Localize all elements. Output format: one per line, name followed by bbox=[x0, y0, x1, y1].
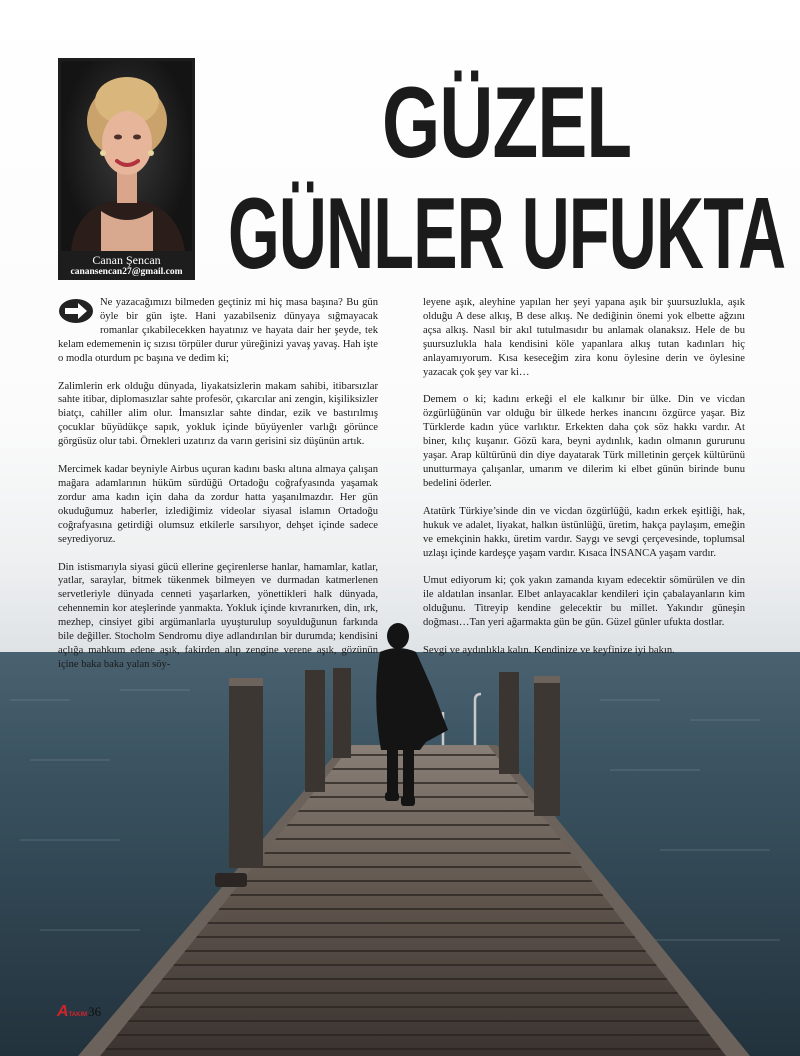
paragraph: Atatürk Türkiye’sinde din ve vicdan özgürlüğü, kadın erkek eşitliği, hak, hukuk ve adalet, liyakat, halkın üstünlüğü, üretim, hakça paylaşım, emeğin ve emekçinin hakkı, üretim vardır. Saygı ve sevgi çerçevesinde, toplumsal uzlaşı içinde kardeşçe yaşam vardır. Kısaca İNSANCA yaşam vardır. bbox=[423, 505, 745, 559]
author-name: Canan Şencan bbox=[92, 253, 161, 267]
paragraph: Zalimlerin erk olduğu dünyada, liyakatsizlerin makam sahibi, itibarsızlar sahte itibar, diplomasızlar sahte profesör, çıkarcılar ani zengin, kişiliksizler biatçı, cahiller alim olur. İmansızlar sahte dindar, ezik ve bastırılmış çocuklar büyüdükçe sapık, yokluk içinde büyüyenler varlığı görünce görgüsüz olur tabi. Örnekleri uzatırız da varın gerisini siz düşünün artık. bbox=[58, 380, 378, 448]
author-photo bbox=[61, 61, 192, 251]
paragraph: Demem o ki; kadını erkeği el ele kalkınır bir ülke. Din ve vicdan özgürlüğünün var olduğu bir ülkede herkes inancını özgürce yaşar. Biz Türklerde kadın yüce varlıktır. Erkekten daha çok söz hakkı vardır. At biner, kılıç kuşanır. Gözü kara, beyni aydınlık, kadın olmanın gururunu yaşar. Arap kültürünü din diye dayatarak Türk milletinin gerçek kültürünü unutturmaya çalışanlar, umarım ve dilerim ki elbet günün birinde bunu bedelini öderler. bbox=[423, 394, 745, 489]
magazine-logo-letter: A bbox=[57, 1003, 69, 1020]
paragraph: Mercimek kadar beyniyle Airbus uçuran kadını baskı altına almaya çalışan mağara adamlarının hüküm sürdüğü Ortadoğu coğrafyasında yaşamak zordur ama kadın için daha da zordur hatta yaşanılmazdır. Her gün okuduğumuz haberler, izlediğimiz videolar siyasal islamın Ortadoğu coğrafyasına getirdiği olumsuz etkilerle sarsılıyor, dehşet içinde sadece seyrediyoruz. bbox=[58, 464, 378, 545]
magazine-logo-text: TAKIM bbox=[68, 1012, 88, 1018]
author-email[interactable]: canansencan27@gmail.com bbox=[70, 267, 183, 277]
arrow-right-icon bbox=[58, 298, 94, 324]
page-footer bbox=[57, 1003, 101, 1021]
paragraph bbox=[58, 296, 378, 366]
article-column-left bbox=[58, 296, 378, 686]
paragraph: Din istismarıyla siyasi gücü ellerine geçirenlerse hanlar, hamamlar, katlar, yatlar, saraylar, bitmek tükenmek bilmeyen ve durmadan katmerlenen servetleriyle dünyada cenneti yaşarlarken, yönettikleri halk dünyada, cehennemin kor ateşlerinde yanmakta. Yokluk içinde kıvranırken, din, ırk, mezhep, cinsiyet gibi argümanlarla uyuşturulup soyulduğunun farkında bile değiller. Stocholm Sendromu diye adlandırılan bir durumda; kendisini açlığa mahkum edene aşık, fakirden alıp zengine verene aşık, gözünün içine baka baka yalan söy- bbox=[58, 561, 378, 670]
paragraph: Sevgi ve aydınlıkla kalın. Kendinize ve keyfinize iyi bakın. bbox=[423, 645, 675, 657]
paragraph: leyene aşık, aleyhine yapılan her şeyi yapana aşık bir şuursuzlukla, aşık olduğu A dese alkış, B dese alkış. Ne dediğinin önemi yok elbette ağzını açsa alkış. Nasıl bir akıl tutulmasıdır bu anlamak olanaksız. Hele de bu şuursuzlukla hala kendisini köle yapanlara alkış tutan kadınları hiç anlayamıyorum. Kısa keseceğim zira konu öylesine derin ve öylesine yazacak çok şey var ki… bbox=[423, 297, 745, 378]
article-title-line-2: GÜNLER UFUKTA bbox=[228, 176, 786, 290]
paragraph-text: Ne yazacağımızı bilmeden geçtiniz mi hiç masa başına? Bu gün öyle bir gün işte. Hani yazabilseniz dünyaya sığmayacak romanlar çıkabilecekken hayatınız ve hayata dair her şeyde, tek kelam edememenin iç sızısı törpüler durur yüreğinizi yavaş yavaş. Hah işte o modla oturdum pc başına ve dedim ki; bbox=[58, 297, 378, 364]
author-box bbox=[58, 58, 195, 280]
paragraph: Umut ediyorum ki; çok yakın zamanda kıyam edecektir sömürülen ve din ile aldatılan insanlar. Elbet anlayacaklar kendileri için çabalayanların kim olduğunu. Titreyip kendine gelecektir bu millet. Yakındır güneşin doğması…Tan yeri ağarmakta gün be gün. Güzel günler ufukta dostlar. bbox=[423, 575, 745, 629]
article-column-right bbox=[423, 296, 745, 672]
page-number: 36 bbox=[88, 1004, 102, 1019]
article-title-line-1: GÜZEL bbox=[382, 65, 632, 179]
